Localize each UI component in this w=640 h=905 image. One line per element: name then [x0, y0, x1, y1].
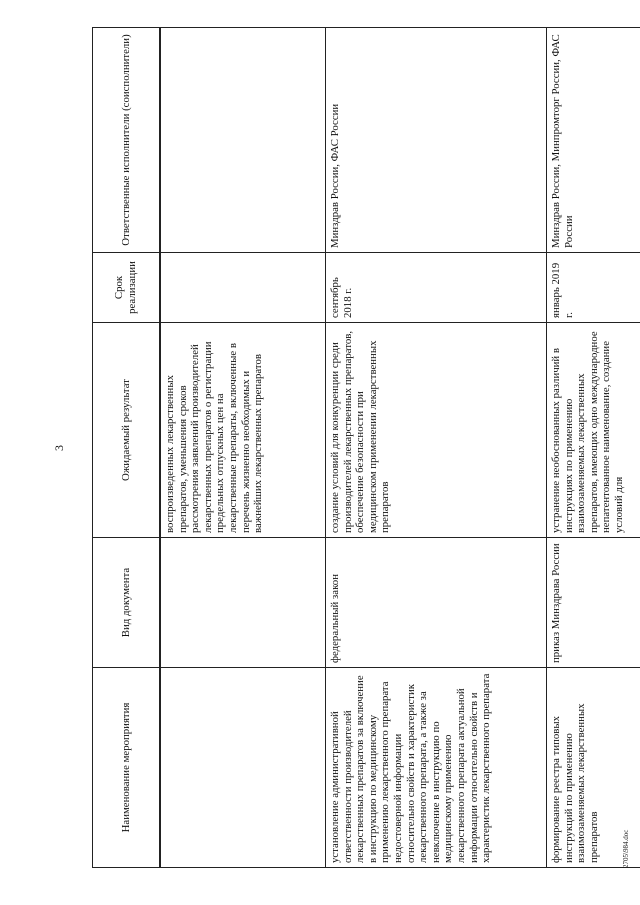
cell-name	[160, 668, 326, 868]
cell-doc-type: приказ Минздрава России	[547, 538, 640, 668]
table-header-row	[93, 28, 161, 868]
header-deadline: Срок реализации	[93, 253, 161, 323]
cell-doc-type	[160, 538, 326, 668]
footer-code: 2705\984.doc	[622, 829, 630, 868]
header-executors: Ответственные исполнители (соисполнители)	[93, 28, 161, 253]
cell-deadline: сентябрь 2018 г.	[326, 253, 547, 323]
cell-doc-type: федеральный закон	[326, 538, 547, 668]
cell-deadline: январь 2019 г.	[547, 253, 640, 323]
header-result: Ожидаемый результат	[93, 323, 161, 538]
cell-result: воспроизведенных лекарственных препаратов, уменьшения сроков рассмотрения заявлений производителей лекарственных препаратов о регистрации предельных отпускных цен на лекарственные препараты, включенные в перечень жизненно необходимых и важнейших лекарственных препаратов	[160, 323, 326, 538]
header-name: Наименование мероприятия	[93, 668, 161, 868]
cell-executors: Минздрав России, ФАС России	[326, 28, 547, 253]
measures-table	[92, 27, 640, 868]
cell-name: установление административной ответственности производителей лекарственных препаратов за включение в инструкцию по медицинскому применению лекарственного препарата недостоверной информации относительно свойств и характеристик лекарственного препарата, а также за невключение в инструкцию по медицинскому применению лекарственного препарата актуальной информации относительно свойств и характеристик лекарственного препарата	[326, 668, 547, 868]
rotated-page	[40, 28, 630, 868]
header-doc-type: Вид документа	[93, 538, 161, 668]
cell-executors	[160, 28, 326, 253]
table-row	[326, 28, 547, 868]
cell-result: создание условий для конкуренции среди производителей лекарственных препаратов, обеспечение безопасности при медицинском применении лекарственных препаратов	[326, 323, 547, 538]
cell-name: формирование реестра типовых инструкций по применению взаимозаменяемых лекарственных препаратов	[547, 668, 640, 868]
cell-deadline	[160, 253, 326, 323]
table-row	[547, 28, 640, 868]
cell-result: устранение необоснованных различий в инструкциях по применению взаимозаменяемых лекарственных препаратов, имеющих одно международное непатентованное наименование, создание условий для	[547, 323, 640, 538]
table-row	[160, 28, 326, 868]
page-number: 3	[52, 445, 66, 451]
cell-executors: Минздрав России, Минпромторг России, ФАС России	[547, 28, 640, 253]
